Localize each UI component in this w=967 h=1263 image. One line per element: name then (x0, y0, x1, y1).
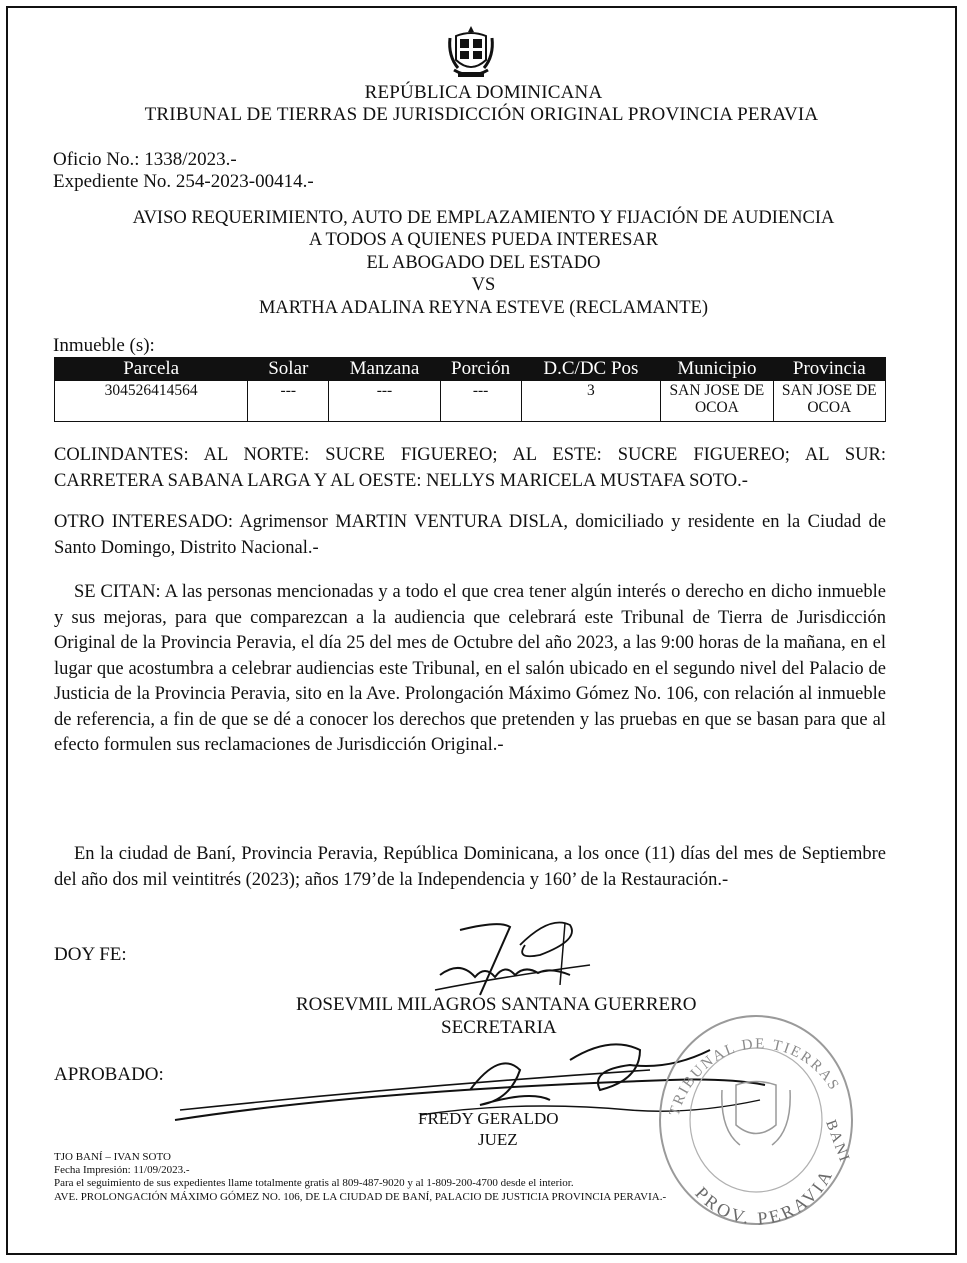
column-header: Manzana (329, 358, 440, 381)
dc-cell: 3 (521, 381, 661, 422)
otro-interesado-paragraph: OTRO INTERESADO: Agrimensor MARTIN VENTURA DISLA, domiciliado y residente en la Ciudad de Santo Domingo, Distrito Nacional.- (54, 512, 886, 558)
expediente-number: Expediente No. 254-2023-00414.- (53, 171, 314, 192)
country-heading: REPÚBLICA DOMINICANA (364, 82, 603, 103)
svg-text:PROV. PERAVIA: PROV. PERAVIA (691, 1164, 838, 1229)
parcela-cell: 304526414564 (55, 381, 248, 422)
notice-defendant: MARTHA ADALINA REYNA ESTEVE (RECLAMANTE) (258, 298, 709, 318)
secretary-title: SECRETARIA (441, 1017, 557, 1038)
judge-title: JUEZ (478, 1130, 518, 1149)
column-header: Solar (248, 358, 329, 381)
coat-of-arms-icon (446, 24, 496, 80)
tribunal-heading: TRIBUNAL DE TIERRAS DE JURISDICCIÓN ORIGINAL PROVINCIA PERAVIA (144, 104, 819, 125)
footer-author: TJO BANÍ – IVAN SOTO (54, 1151, 171, 1163)
notice-versus: VS (471, 275, 496, 295)
seal-text-right: BANI (822, 1117, 853, 1166)
manzana-cell: --- (329, 381, 440, 422)
footer-phone-info: Para el seguimiento de sus expedientes llame totalmente gratis al 809-487-9020 y al 1-809-200-4700 desde el interior. (54, 1177, 574, 1189)
footer-print-date: Fecha Impresión: 11/09/2023.- (54, 1164, 190, 1176)
colindantes-paragraph: COLINDANTES: AL NORTE: SUCRE FIGUEREO; AL ESTE: SUCRE FIGUEREO; AL SUR: CARRETERA SABANA LARGA Y AL OESTE: NELLYS MARICELA MUSTAFA SOTO.- (54, 445, 886, 491)
column-header: Porción (440, 358, 521, 381)
notice-plaintiff: EL ABOGADO DEL ESTADO (366, 253, 601, 273)
tribunal-seal-icon (650, 990, 862, 1230)
porcion-cell: --- (440, 381, 521, 422)
fecha-lugar-paragraph: En la ciudad de Baní, Provincia Peravia, República Dominicana, a los once (11) días del mes de Septiembre del año dos mil veintitrés (2023); años 179’de la Independencia y 160’ de la Restauración.- (54, 844, 886, 890)
svg-text:TRIBUNAL DE TIERRAS: TRIBUNAL DE TIERRAS (666, 1036, 843, 1118)
column-header: D.C/DC Pos (521, 358, 661, 381)
se-citan-paragraph: SE CITAN: A las personas mencionadas y a todo el que crea tener algún interés o derecho en dicho inmueble y sus mejoras, para que comparezcan a la audiencia que celebrará este Tribunal de Tierra de Jurisdicción Original de la Provincia Peravia, el día 25 del mes de Octubre del año 2023, a las 9:00 horas de la mañana, en el lugar que acostumbra a celebrar audiencias este Tribunal, en el salón ubicado en el segundo nivel del Palacio de Justicia de la Provincia Peravia, sito en la Ave. Prolongación Máximo Gómez No. 106, con relación al inmueble de referencia, a fin de que se dé a conocer los derechos que pretenden y las pruebas en que se basan para que al efecto formulen sus reclamaciones de Jurisdicción Original.- (54, 582, 886, 755)
inmueble-table (54, 357, 886, 422)
column-header: Parcela (55, 358, 248, 381)
inmueble-label: Inmueble (s): (53, 335, 155, 356)
aprobado-label: APROBADO: (54, 1064, 164, 1085)
solar-cell: --- (248, 381, 329, 422)
column-header: Provincia (773, 358, 885, 381)
secretary-name: ROSEVMIL MILAGROS SANTANA GUERRERO (296, 994, 697, 1015)
table-row (55, 381, 886, 422)
notice-title: AVISO REQUERIMIENTO, AUTO DE EMPLAZAMIENTO Y FIJACIÓN DE AUDIENCIA (132, 208, 835, 228)
table-header-row (55, 358, 886, 381)
column-header: Municipio (661, 358, 773, 381)
notice-audience: A TODOS A QUIENES PUEDA INTERESAR (308, 230, 659, 250)
provincia-cell: SAN JOSE DE OCOA (773, 381, 885, 422)
judge-name: FREDY GERALDO (418, 1109, 559, 1128)
footer-address: AVE. PROLONGACIÓN MÁXIMO GÓMEZ NO. 106, DE LA CIUDAD DE BANÍ, PALACIO DE JUSTICIA PROVINCIA PERAVIA.- (54, 1191, 667, 1203)
oficio-number: Oficio No.: 1338/2023.- (53, 149, 237, 170)
municipio-cell: SAN JOSE DE OCOA (661, 381, 773, 422)
doy-fe-label: DOY FE: (54, 944, 127, 965)
